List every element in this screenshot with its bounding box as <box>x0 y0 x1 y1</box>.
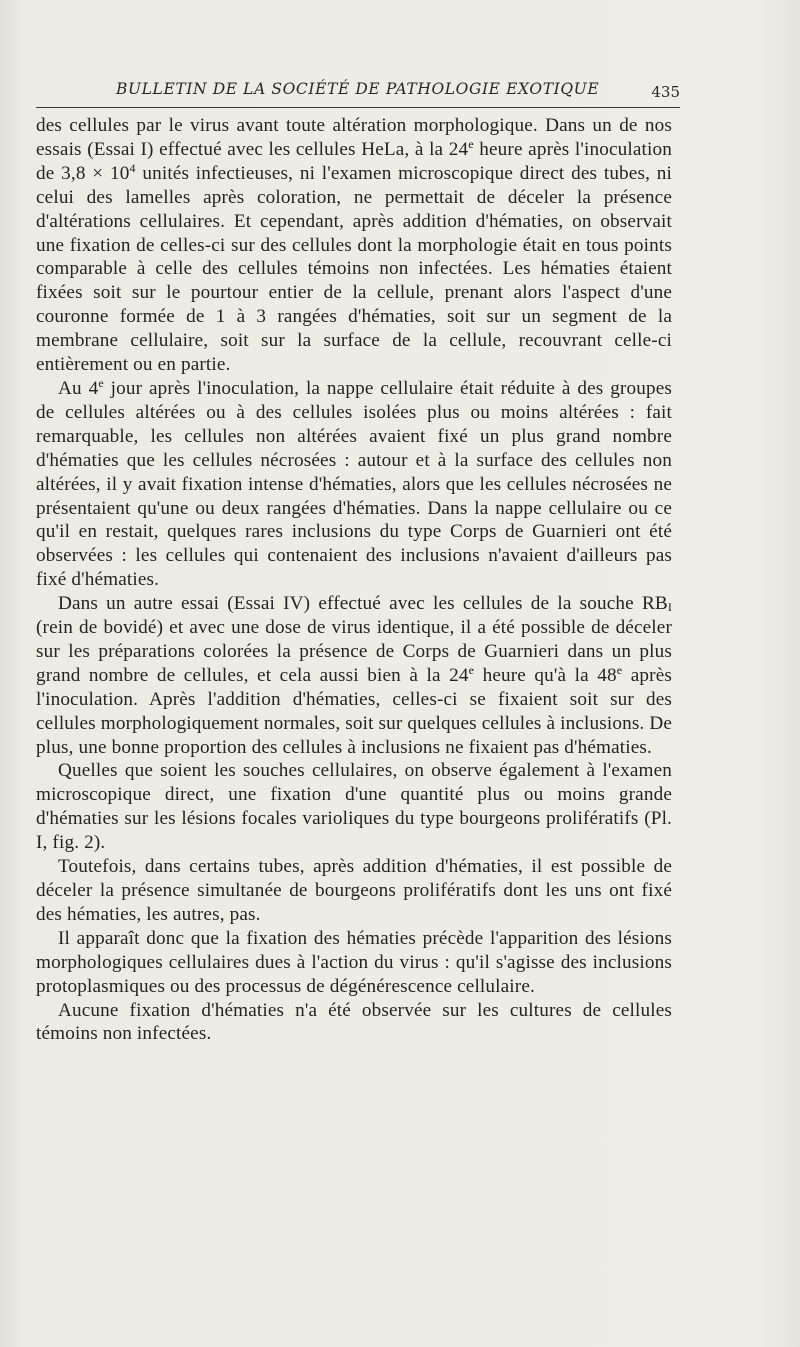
running-title: BULLETIN DE LA SOCIÉTÉ DE PATHOLOGIE EXOTIQUE <box>116 80 600 98</box>
paragraph-4: Quelles que soient les souches cellulaires, on observe également à l'examen microscopique direct, une fixation d'une quantité plus ou moins grande d'hématies sur les lésions focales varioliques du type bourgeons prolifératifs (Pl. I, fig. 2). <box>36 760 672 854</box>
paragraph-1: des cellules par le virus avant toute altération morphologique. Dans un de nos essais (Essai I) effectué avec les cellules HeLa, à la 24e heure après l'inoculation de $3,8 \times 10^4$ unités infectieuses, ni l'examen microscopique direct des tubes, ni celui des lamelles après coloration, ne permettait de déceler la présence d'altérations cellulaires. Et cependant, après addition d'hématies, on observait une fixation de celles-ci sur des cellules dont la morphologie était en tous points comparable à celle des cellules témoins non infectées. Les hématies étaient fixées soit sur le pourtour entier de la cellule, prenant alors l'aspect d'une couronne formée de 1 à 3 rangées d'hématies, soit sur un segment de la membrane cellulaire, soit sur la surface de la cellule, recouvrant celle-ci entièrement ou en partie. <box>36 115 672 376</box>
header-rule <box>36 107 680 108</box>
body-text <box>36 114 672 1046</box>
paragraph-2: Au 4e jour après l'inoculation, la nappe cellulaire était réduite à des groupes de cellules altérées ou à des cellules isolées plus ou moins altérées : fait remarquable, les cellules non altérées avaient fixé un plus grand nombre d'hématies que les cellules nécrosées : autour et à la surface des cellules non altérées, il y avait fixation intense d'hématies, alors que les cellules nécrosées ne présentaient qu'une ou deux rangées d'hématies. Dans la nappe cellulaire ou ce qu'il en restait, quelques rares inclusions du type Corps de Guarnieri ont été observées : les cellules qui contenaient des inclusions n'avaient d'ailleurs pas fixé d'hématies. <box>36 375 672 591</box>
page-number: 435 <box>651 83 680 101</box>
paragraph-6: Il apparaît donc que la fixation des hématies précède l'apparition des lésions morphologiques cellulaires dues à l'action du virus : qu'il s'agisse des inclusions protoplasmiques ou des processus de dégénérescence cellulaire. <box>36 927 672 997</box>
paragraph-3: Dans un autre essai (Essai IV) effectué avec les cellules de la souche $RB_I$ (rein de bovidé) et avec une dose de virus identique, il a été possible de déceler sur les préparations colorées la présence de Corps de Guarnieri dans un plus grand nombre de cellules, et cela aussi bien à la 24e heure qu'à la 48e après l'inoculation. Après l'addition d'hématies, celles-ci se fixaient soit sur des cellules morphologiquement normales, soit sur quelques cellules à inclusions. De plus, une bonne proportion des cellules à inclusions ne fixaient pas d'hématies. <box>36 593 672 758</box>
paragraph-7: Aucune fixation d'hématies n'a été observée sur les cultures de cellules témoins non infectées. <box>36 999 672 1045</box>
running-header <box>36 78 680 110</box>
paragraph-5: Toutefois, dans certains tubes, après addition d'hématies, il est possible de déceler la présence simultanée de bourgeons prolifératifs dont les uns ont fixé des hématies, les autres, pas. <box>36 856 672 925</box>
